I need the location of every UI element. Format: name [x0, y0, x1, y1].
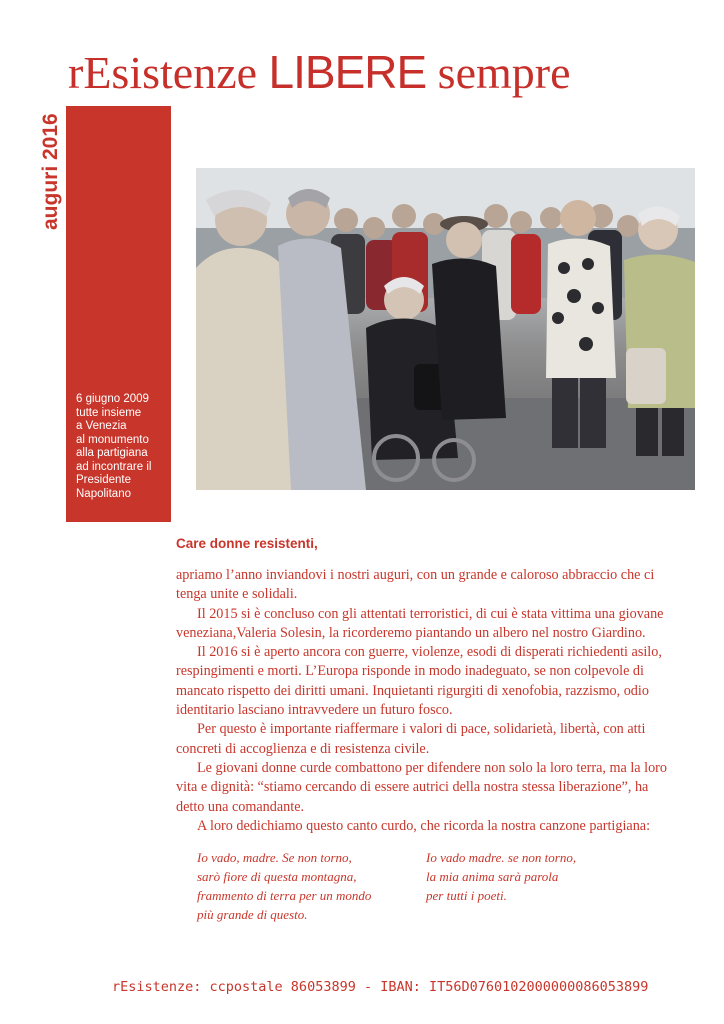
letter-paragraph: Il 2015 si è concluso con gli attentati terroristici, di cui è stata vittima una giovane veneziana,Valeria Solesin, la ricorderemo piantando un albero nel nostro Giardino.: [176, 605, 664, 641]
vertical-date-text: auguri 2016: [39, 113, 62, 230]
poem-line: più grande di questo.: [197, 907, 308, 922]
poem-left-stanza: [197, 848, 371, 924]
poem-line: Io vado madre. se non torno,: [426, 850, 577, 865]
letter-paragraph: Per questo è importante riaffermare i valori di pace, solidarietà, libertà, con atti concreti di accoglienza e di resistenza civile.: [176, 721, 646, 757]
title-part-resistenze: rEsistenze: [68, 47, 258, 98]
vertical-date-label: [40, 108, 62, 238]
poem-line: frammento di terra per un mondo: [197, 888, 372, 903]
title-part-libere: LIBERE: [268, 46, 427, 98]
photo-caption: [76, 393, 168, 501]
group-photo: [196, 168, 695, 490]
caption-line: Presidente: [76, 474, 131, 486]
caption-line: 6 giugno 2009: [76, 393, 149, 405]
letter-body: [176, 566, 676, 836]
poem-right-stanza: [426, 848, 576, 905]
caption-line: a Venezia: [76, 420, 127, 432]
poem-line: Io vado, madre. Se non torno,: [197, 850, 352, 865]
letter-paragraph: Il 2016 si è aperto ancora con guerre, violenze, esodi di disperati richiedenti asilo, respingimenti e morti. L’Europa risponde in modo inadeguato, se non colpevole di mancato rispetto dei diritti umani. Inquietanti rigurgiti di xenofobia, razzismo, odio identitario lasciano intravvedere un futuro fosco.: [176, 644, 662, 719]
letter-greeting: Care donne resistenti,: [176, 536, 318, 551]
caption-line: ad incontrare il: [76, 460, 152, 473]
poem-line: per tutti i poeti.: [426, 888, 507, 903]
letter-paragraph: apriamo l’anno inviandovi i nostri auguri, con un grande e caloroso abbraccio che ci tenga unite e solidali.: [176, 567, 655, 603]
red-sidebar-band: [66, 106, 171, 522]
caption-line: tutte insieme: [76, 406, 142, 419]
title-part-sempre: sempre: [437, 47, 571, 98]
letter-paragraph: Le giovani donne curde combattono per difendere non solo la loro terra, ma la loro vita e dignità: “stiamo cercando di essere autrici della nostra stessa liberazione”, ha detto una comandante.: [176, 759, 667, 815]
page-title: [68, 44, 708, 101]
group-photo-illustration: [196, 168, 695, 490]
letter-paragraph: A loro dedichiamo questo canto curdo, che ricorda la nostra canzone partigiana:: [197, 817, 651, 834]
poem-line: sarò fiore di questa montagna,: [197, 869, 357, 884]
footer-bank-details: rEsistenze: ccpostale 86053899 - IBAN: IT56D0760102000000086053899: [112, 979, 649, 995]
poem-line: la mia anima sarà parola: [426, 869, 559, 884]
caption-line: alla partigiana: [76, 447, 148, 459]
caption-line: Napolitano: [76, 487, 131, 500]
caption-line: al monumento: [76, 433, 149, 446]
